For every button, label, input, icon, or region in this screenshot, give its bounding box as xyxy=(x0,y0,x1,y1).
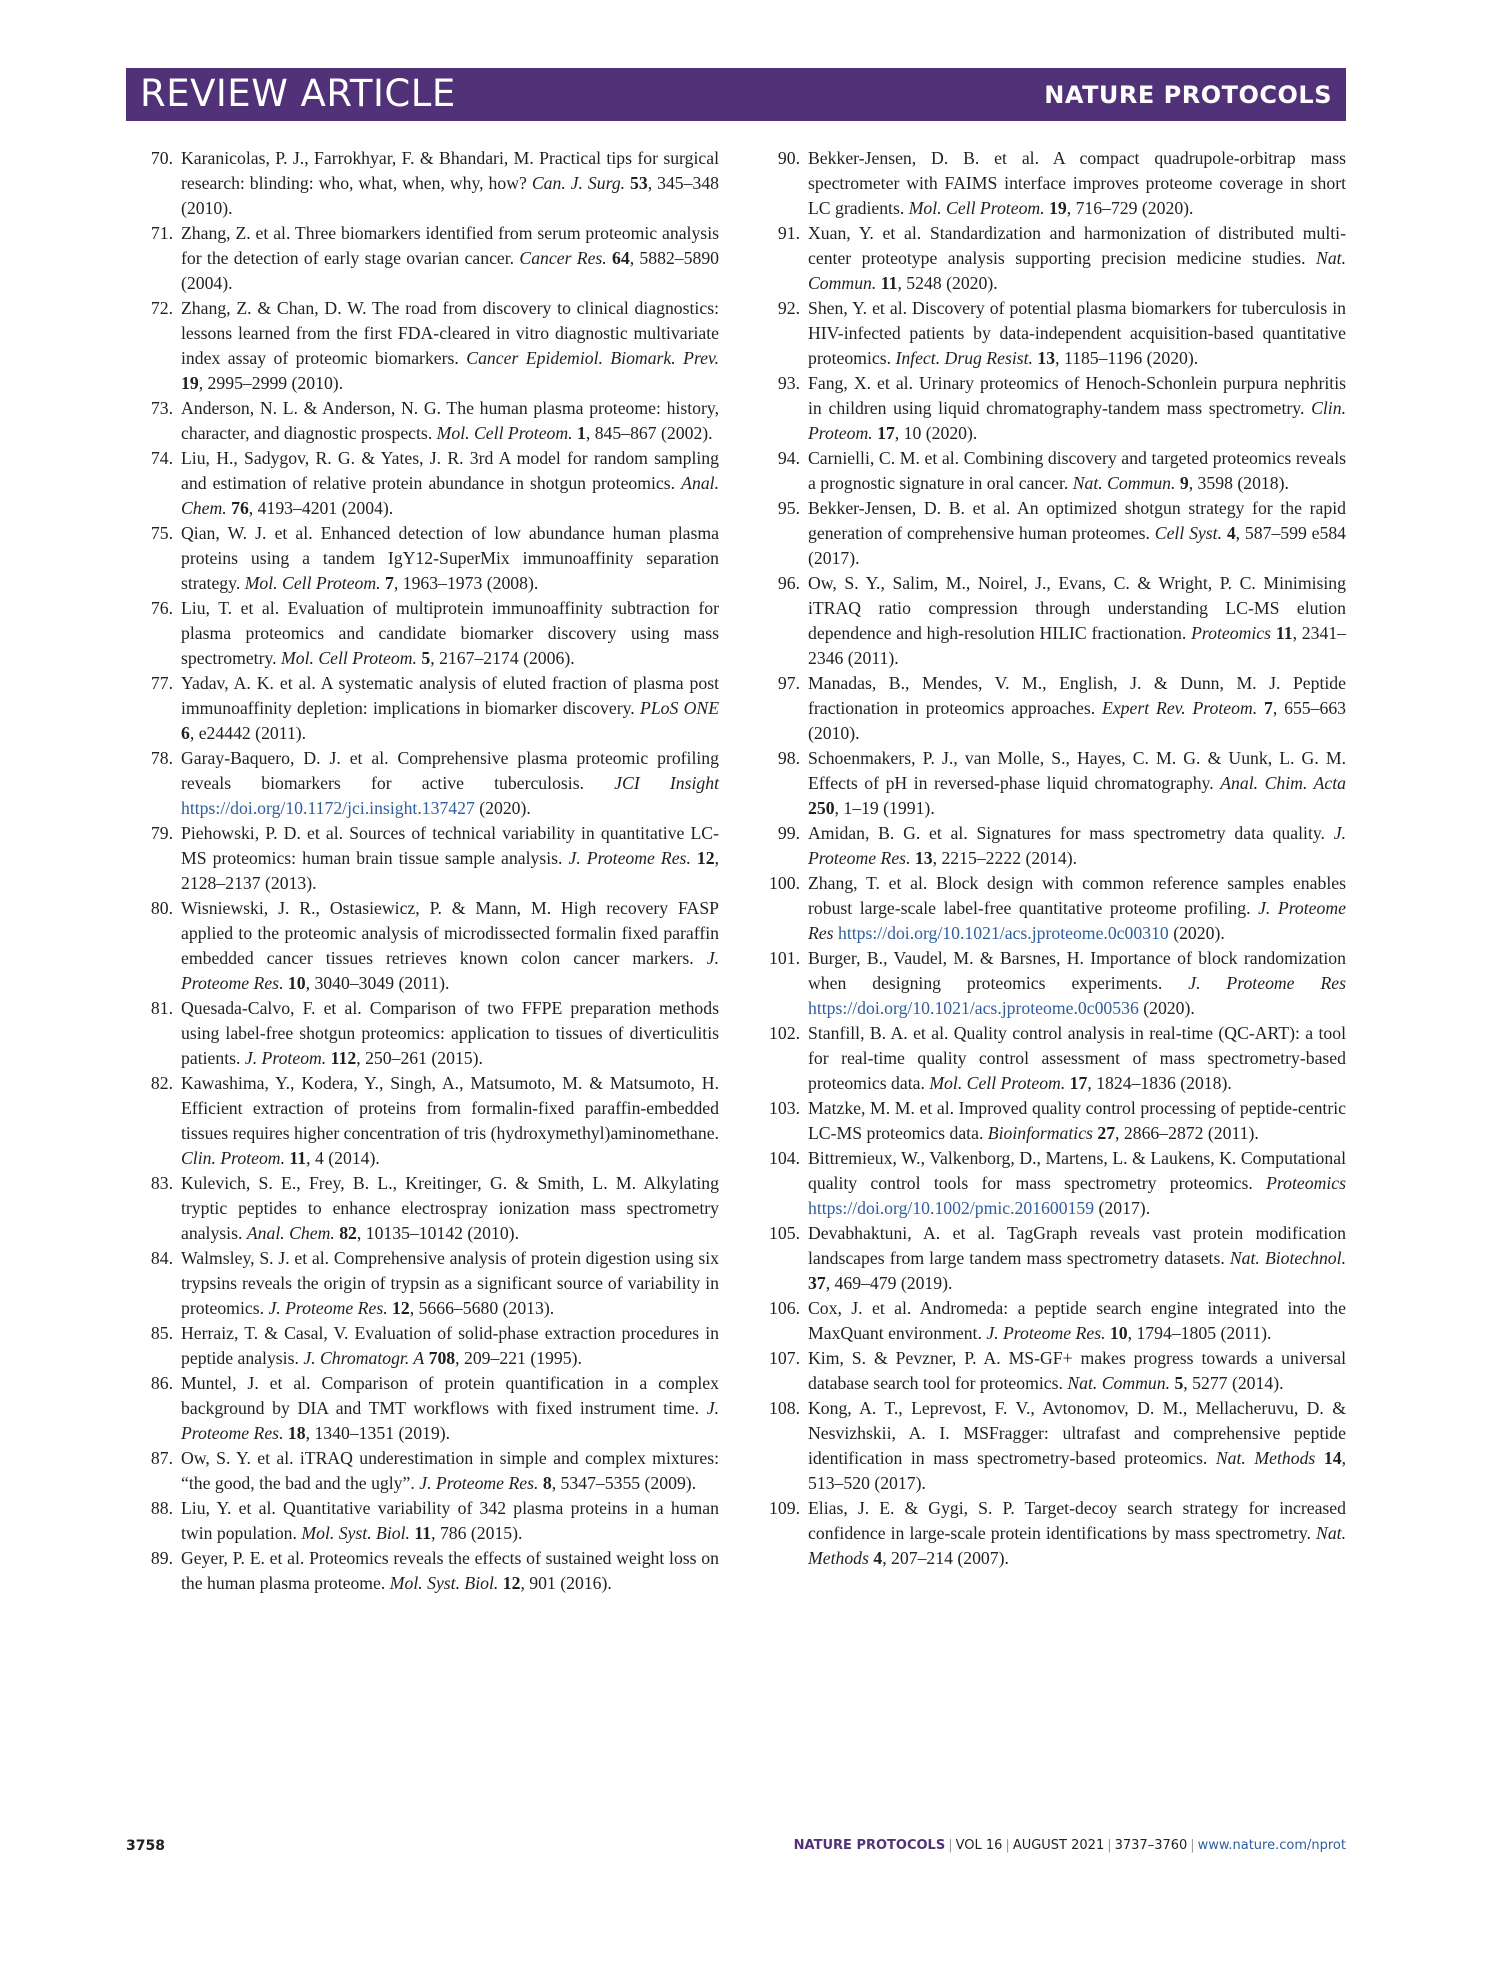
reference-number: 109. xyxy=(769,1498,800,1518)
reference-volume: 4 xyxy=(873,1548,883,1568)
reference-number: 91. xyxy=(777,223,800,243)
reference-journal: PLoS ONE xyxy=(640,698,719,718)
reference-tail: , 587–599 e584 (2017). xyxy=(808,523,1347,568)
reference-item xyxy=(760,1146,1346,1221)
reference-text: Herraiz, T. & Casal, V. Evaluation of solid-phase extraction procedures in peptide analysis. xyxy=(181,1323,719,1368)
reference-item xyxy=(133,1546,719,1596)
reference-text: Zhang, Z. et al. Three biomarkers identified from serum proteomic analysis for the detection of early stage ovarian cancer. xyxy=(181,223,719,268)
reference-number: 95. xyxy=(777,498,800,518)
reference-volume: 19 xyxy=(1049,198,1067,218)
reference-tail: , 4 (2014). xyxy=(306,1148,380,1168)
reference-text: Qian, W. J. et al. Enhanced detection of low abundance human plasma proteins using a tandem IgY12-SuperMix immunoaffinity separation strategy. xyxy=(181,523,719,593)
reference-number: 79. xyxy=(150,823,173,843)
reference-text: Stanfill, B. A. et al. Quality control analysis in real-time (QC-ART): a tool for real-time quality control assessment of mass spectrometry-based proteomics data. xyxy=(808,1023,1346,1093)
footer-volume: VOL 16 xyxy=(955,1838,1003,1853)
reference-volume: 12 xyxy=(392,1298,410,1318)
reference-text: Burger, B., Vaudel, M. & Barsnes, H. Importance of block randomization when designing proteomics experiments. xyxy=(808,948,1346,993)
reference-item xyxy=(133,521,719,596)
reference-volume: 112 xyxy=(330,1048,357,1068)
reference-volume: 12 xyxy=(502,1573,521,1593)
reference-journal: Mol. Cell Proteom. xyxy=(929,1073,1066,1093)
reference-number: 80. xyxy=(150,898,173,918)
reference-text: Liu, H., Sadygov, R. G. & Yates, J. R. 3rd A model for random sampling and estimation of relative protein abundance in shotgun proteomics. xyxy=(181,448,719,493)
reference-item xyxy=(760,496,1346,571)
reference-text: Walmsley, S. J. et al. Comprehensive analysis of protein digestion using six trypsins reveals the origin of trypsin as a significant source of variability in proteomics. xyxy=(181,1248,719,1318)
reference-number: 74. xyxy=(150,448,173,468)
reference-item xyxy=(133,996,719,1071)
reference-tail: , 3598 (2018). xyxy=(1188,473,1289,493)
reference-journal: Cancer Res. xyxy=(519,248,607,268)
reference-volume: 5 xyxy=(1174,1373,1184,1393)
reference-item xyxy=(760,446,1346,496)
reference-journal: Mol. Syst. Biol. xyxy=(389,1573,499,1593)
reference-text: Kong, A. T., Leprevost, F. V., Avtonomov, D. M., Mellacheruvu, D. & Nesvizhskii, A. I. MSFragger: ultrafast and comprehensive peptide identification in mass spectrometry-based proteomics. xyxy=(808,1398,1346,1468)
reference-journal: Cell Syst. xyxy=(1154,523,1222,543)
reference-volume: 76 xyxy=(231,498,249,518)
reference-number: 104. xyxy=(769,1148,800,1168)
reference-number: 82. xyxy=(150,1073,173,1093)
reference-item xyxy=(760,1221,1346,1296)
reference-journal: Anal. Chem. xyxy=(181,473,719,518)
reference-journal: Mol. Cell Proteom. xyxy=(908,198,1045,218)
reference-text: Kulevich, S. E., Frey, B. L., Kreitinger, G. & Smith, L. M. Alkylating tryptic peptides to enhance electrospray ionization mass spectrometry analysis. xyxy=(181,1173,719,1243)
reference-number: 89. xyxy=(150,1548,173,1568)
reference-text: Ow, S. Y. et al. iTRAQ underestimation in simple and complex mixtures: “the good, the bad and the ugly”. xyxy=(181,1448,719,1493)
reference-text: Liu, T. et al. Evaluation of multiprotein immunoaffinity subtraction for plasma proteomics and candidate biomarker discovery using mass spectrometry. xyxy=(181,598,719,668)
reference-item xyxy=(760,671,1346,746)
reference-item xyxy=(133,146,719,221)
reference-text: Yadav, A. K. et al. A systematic analysis of eluted fraction of plasma post immunoaffinity depletion: implications in biomarker discovery. xyxy=(181,673,719,718)
reference-volume: 11 xyxy=(1275,623,1293,643)
reference-journal: Infect. Drug Resist. xyxy=(895,348,1033,368)
reference-text: Zhang, T. et al. Block design with common reference samples enables robust large-scale label-free quantitative proteome profiling. xyxy=(808,873,1346,918)
reference-item xyxy=(760,1096,1346,1146)
reference-number: 108. xyxy=(769,1398,800,1418)
reference-journal: Cancer Epidemiol. Biomark. Prev. xyxy=(466,348,719,368)
reference-volume: 9 xyxy=(1179,473,1189,493)
reference-item xyxy=(133,1496,719,1546)
reference-journal: J. Chromatogr. A xyxy=(303,1348,425,1368)
reference-tail: , 469–479 (2019). xyxy=(825,1273,953,1293)
reference-item xyxy=(133,1321,719,1371)
reference-volume: 53 xyxy=(630,173,648,193)
reference-doi-link[interactable]: https://doi.org/10.1002/pmic.201600159 xyxy=(808,1198,1095,1218)
reference-number: 100. xyxy=(769,873,800,893)
reference-text: Kim, S. & Pevzner, P. A. MS-GF+ makes progress towards a universal database search tool for proteomics. xyxy=(808,1348,1346,1393)
reference-item xyxy=(760,1496,1346,1571)
reference-volume: 6 xyxy=(181,723,190,743)
reference-item xyxy=(133,396,719,446)
reference-tail: , 2341–2346 (2011). xyxy=(808,623,1347,668)
reference-journal: Bioinformatics xyxy=(987,1123,1093,1143)
reference-volume: 1 xyxy=(577,423,586,443)
reference-journal: J. Proteome Res. xyxy=(181,1398,719,1443)
reference-tail: , 1824–1836 (2018). xyxy=(1087,1073,1232,1093)
reference-item xyxy=(133,1171,719,1246)
reference-item xyxy=(133,446,719,521)
reference-tail: , 5347–5355 (2009). xyxy=(551,1473,697,1493)
reference-volume: 5 xyxy=(421,648,431,668)
reference-tail: , 4193–4201 (2004). xyxy=(248,498,394,518)
reference-journal: Nat. Methods xyxy=(808,1523,1346,1568)
reference-text: Matzke, M. M. et al. Improved quality control processing of peptide-centric LC-MS proteomics data. xyxy=(808,1098,1346,1143)
reference-journal: Nat. Biotechnol. xyxy=(1229,1248,1346,1268)
reference-journal: Nat. Commun. xyxy=(1067,1373,1171,1393)
reference-number: 83. xyxy=(150,1173,173,1193)
reference-item xyxy=(760,371,1346,446)
reference-text: Garay-Baquero, D. J. et al. Comprehensive plasma proteomic profiling reveals biomarkers for active tuberculosis. xyxy=(181,748,719,793)
reference-tail: , 5248 (2020). xyxy=(897,273,998,293)
reference-tail: , 250–261 (2015). xyxy=(356,1048,483,1068)
reference-journal: Mol. Cell Proteom. xyxy=(436,423,573,443)
reference-journal: Expert Rev. Proteom. xyxy=(1102,698,1258,718)
reference-number: 71. xyxy=(150,223,173,243)
reference-tail: , 716–729 (2020). xyxy=(1066,198,1194,218)
reference-doi-link[interactable]: https://doi.org/10.1021/acs.jproteome.0c00536 xyxy=(808,998,1139,1018)
reference-text: Bittremieux, W., Valkenborg, D., Martens, L. & Laukens, K. Computational quality control tools for mass spectrometry proteomics. xyxy=(808,1148,1346,1193)
reference-number: 103. xyxy=(769,1098,800,1118)
reference-item xyxy=(133,1246,719,1321)
page-header xyxy=(126,68,1346,121)
reference-tail: , 1–19 (1991). xyxy=(834,798,935,818)
reference-number: 86. xyxy=(150,1373,173,1393)
reference-volume: 250 xyxy=(808,798,835,818)
reference-volume: 11 xyxy=(414,1523,432,1543)
reference-volume: 18 xyxy=(287,1423,306,1443)
reference-text: Wisniewski, J. R., Ostasiewicz, P. & Mann, M. High recovery FASP applied to the proteomic analysis of microdissected formalin fixed paraffin embedded cancer tissues retrieves known colon cancer markers. xyxy=(181,898,719,968)
reference-text: Zhang, Z. & Chan, D. W. The road from discovery to clinical diagnostics: lessons learned from the first FDA-cleared in vitro diagnostic multivariate index assay of proteomic biomarkers. xyxy=(181,298,719,368)
reference-volume: 64 xyxy=(612,248,630,268)
references-right-column xyxy=(760,146,1346,1571)
reference-item xyxy=(760,1021,1346,1096)
reference-text: Ow, S. Y., Salim, M., Noirel, J., Evans, C. & Wright, P. C. Minimising iTRAQ ratio compression through understanding LC-MS elution dependence and high-resolution HILIC fractionation. xyxy=(808,573,1346,643)
reference-volume: 12 xyxy=(696,848,715,868)
reference-tail: , 2866–2872 (2011). xyxy=(1115,1123,1259,1143)
footer-pages: 3737–3760 xyxy=(1114,1838,1188,1853)
reference-number: 76. xyxy=(150,598,173,618)
reference-number: 92. xyxy=(777,298,800,318)
footer-journal: NATURE PROTOCOLS xyxy=(793,1838,946,1853)
reference-item xyxy=(133,821,719,896)
reference-number: 97. xyxy=(777,673,800,693)
reference-text: Liu, Y. et al. Quantitative variability of 342 plasma proteins in a human twin population. xyxy=(181,1498,719,1543)
reference-journal: Clin. Proteom. xyxy=(808,398,1346,443)
reference-volume: 11 xyxy=(289,1148,307,1168)
reference-journal: J. Proteom. xyxy=(244,1048,327,1068)
reference-volume: 10 xyxy=(1109,1323,1128,1343)
reference-number: 84. xyxy=(150,1248,173,1268)
reference-volume: 17 xyxy=(877,423,895,443)
reference-number: 107. xyxy=(769,1348,800,1368)
reference-doi-link[interactable]: https://doi.org/10.1021/acs.jproteome.0c00310 xyxy=(837,923,1169,943)
reference-text: Elias, J. E. & Gygi, S. P. Target-decoy search strategy for increased confidence in large-scale protein identifications by mass spectrometry. xyxy=(808,1498,1346,1543)
reference-number: 75. xyxy=(150,523,173,543)
reference-number: 96. xyxy=(777,573,800,593)
reference-tail: , 1794–1805 (2011). xyxy=(1127,1323,1272,1343)
reference-tail: , 5882–5890 (2004). xyxy=(181,248,720,293)
reference-tail: , 207–214 (2007). xyxy=(882,1548,1009,1568)
reference-volume: 708 xyxy=(428,1348,456,1368)
reference-volume: 13 xyxy=(1037,348,1056,368)
reference-journal: Proteomics xyxy=(1266,1173,1346,1193)
reference-text: Fang, X. et al. Urinary proteomics of Henoch-Schonlein purpura nephritis in children using liquid chromatography-tandem mass spectrometry. xyxy=(808,373,1346,418)
reference-text: Cox, J. et al. Andromeda: a peptide search engine integrated into the MaxQuant environment. xyxy=(808,1298,1346,1343)
reference-journal: Nat. Commun. xyxy=(1072,473,1176,493)
reference-volume: 37 xyxy=(808,1273,826,1293)
reference-tail: , 901 (2016). xyxy=(520,1573,612,1593)
reference-number: 101. xyxy=(769,948,800,968)
reference-text: Amidan, B. G. et al. Signatures for mass spectrometry data quality. xyxy=(808,823,1334,843)
footer-citation xyxy=(794,1838,1346,1853)
reference-journal: J. Proteome Res xyxy=(1188,973,1346,993)
reference-item xyxy=(760,221,1346,296)
reference-text: Muntel, J. et al. Comparison of protein quantification in a complex background by DIA and TMT workflows with fixed instrument time. xyxy=(181,1373,719,1418)
reference-volume: 8 xyxy=(542,1473,552,1493)
reference-journal: J. Proteome Res xyxy=(808,898,1346,943)
reference-number: 78. xyxy=(150,748,173,768)
reference-doi-link[interactable]: https://doi.org/10.1172/jci.insight.137427 xyxy=(181,798,475,818)
footer-date: AUGUST 2021 xyxy=(1012,1838,1105,1853)
reference-volume: 7 xyxy=(1264,698,1273,718)
reference-tail: , 2167–2174 (2006). xyxy=(430,648,575,668)
reference-journal: JCI Insight xyxy=(614,773,719,793)
reference-number: 73. xyxy=(150,398,173,418)
footer-separator: | xyxy=(1107,1838,1112,1853)
reference-volume: 19 xyxy=(181,373,199,393)
reference-tail: , 345–348 (2010). xyxy=(181,173,720,218)
reference-tail: , 2995–2999 (2010). xyxy=(198,373,344,393)
reference-tail: (2020). xyxy=(1168,923,1225,943)
reference-tail: , 10 (2020). xyxy=(894,423,978,443)
reference-tail: , 1185–1196 (2020). xyxy=(1055,348,1199,368)
reference-item xyxy=(760,1296,1346,1346)
reference-journal: Nat. Commun. xyxy=(808,248,1346,293)
reference-item xyxy=(133,296,719,396)
reference-number: 70. xyxy=(150,148,173,168)
reference-tail: , 1340–1351 (2019). xyxy=(305,1423,451,1443)
reference-journal: Proteomics xyxy=(1191,623,1272,643)
footer-url[interactable]: www.nature.com/nprot xyxy=(1197,1838,1346,1853)
reference-number: 99. xyxy=(777,823,800,843)
reference-text: Xuan, Y. et al. Standardization and harmonization of distributed multi-center proteotype analysis supporting precision medicine studies. xyxy=(808,223,1346,268)
reference-number: 77. xyxy=(150,673,173,693)
reference-volume: 82 xyxy=(339,1223,357,1243)
reference-number: 72. xyxy=(150,298,173,318)
reference-item xyxy=(760,146,1346,221)
reference-text: Karanicolas, P. J., Farrokhyar, F. & Bhandari, M. Practical tips for surgical research: blinding: who, what, when, why, how? xyxy=(181,148,719,193)
reference-journal: Mol. Syst. Biol. xyxy=(301,1523,410,1543)
reference-number: 85. xyxy=(150,1323,173,1343)
reference-tail: , 2128–2137 (2013). xyxy=(181,848,720,893)
reference-item xyxy=(760,871,1346,946)
reference-number: 94. xyxy=(777,448,800,468)
reference-journal: Can. J. Surg. xyxy=(531,173,626,193)
reference-item xyxy=(760,1396,1346,1496)
reference-tail: , e24442 (2011). xyxy=(189,723,307,743)
reference-item xyxy=(133,1371,719,1446)
reference-journal: Nat. Methods xyxy=(1215,1448,1316,1468)
reference-number: 87. xyxy=(150,1448,173,1468)
reference-text: Schoenmakers, P. J., van Molle, S., Hayes, C. M. G. & Uunk, L. G. M. Effects of pH in reversed-phase liquid chromatography. xyxy=(808,748,1346,793)
footer-separator: | xyxy=(948,1838,953,1853)
reference-text: Bekker-Jensen, D. B. et al. A compact quadrupole-orbitrap mass spectrometer with FAIMS interface improves proteome coverage in short LC gradients. xyxy=(808,148,1346,218)
reference-item xyxy=(133,896,719,996)
reference-tail: , 209–221 (1995). xyxy=(455,1348,582,1368)
journal-name: NATURE PROTOCOLS xyxy=(1044,81,1332,109)
reference-item xyxy=(133,1071,719,1171)
reference-tail: , 1963–1973 (2008). xyxy=(393,573,539,593)
reference-item xyxy=(760,821,1346,871)
reference-item xyxy=(133,1446,719,1496)
reference-tail: (2017). xyxy=(1094,1198,1151,1218)
reference-text: Bekker-Jensen, D. B. et al. An optimized shotgun strategy for the rapid generation of comprehensive human proteomes. xyxy=(808,498,1346,543)
reference-journal: J. Proteome Res. xyxy=(181,948,719,993)
reference-item xyxy=(760,946,1346,1021)
reference-journal: Clin. Proteom. xyxy=(181,1148,285,1168)
reference-volume: 13 xyxy=(914,848,933,868)
reference-number: 81. xyxy=(150,998,173,1018)
reference-item xyxy=(133,671,719,746)
reference-text: Manadas, B., Mendes, V. M., English, J. & Dunn, M. J. Peptide fractionation in proteomics approaches. xyxy=(808,673,1346,718)
reference-text: Devabhaktuni, A. et al. TagGraph reveals vast protein modification landscapes from large tandem mass spectrometry datasets. xyxy=(808,1223,1346,1268)
reference-tail: , 5666–5680 (2013). xyxy=(409,1298,555,1318)
reference-number: 106. xyxy=(769,1298,800,1318)
footer-separator: | xyxy=(1190,1838,1195,1853)
references-left-column xyxy=(133,146,719,1596)
reference-tail: (2020). xyxy=(474,798,531,818)
reference-text: Anderson, N. L. & Anderson, N. G. The human plasma proteome: history, character, and diagnostic prospects. xyxy=(181,398,719,443)
reference-tail: , 5277 (2014). xyxy=(1183,1373,1284,1393)
reference-item xyxy=(133,746,719,821)
reference-tail: (2020). xyxy=(1138,998,1195,1018)
reference-number: 90. xyxy=(777,148,800,168)
reference-volume: 14 xyxy=(1323,1448,1342,1468)
reference-tail: , 655–663 (2010). xyxy=(808,698,1347,743)
reference-journal: J. Proteome Res. xyxy=(568,848,691,868)
reference-volume: 10 xyxy=(287,973,306,993)
reference-journal: Anal. Chim. Acta xyxy=(1220,773,1346,793)
reference-volume: 7 xyxy=(385,573,394,593)
reference-tail: , 10135–10142 (2010). xyxy=(356,1223,519,1243)
reference-text: Kawashima, Y., Kodera, Y., Singh, A., Matsumoto, M. & Matsumoto, H. Efficient extraction of proteins from formalin-fixed paraffin-embedded tissues requires higher concentration of tris (hydroxymethyl)aminomethane. xyxy=(181,1073,719,1143)
reference-item xyxy=(760,1346,1346,1396)
reference-journal: Anal. Chem. xyxy=(246,1223,335,1243)
reference-item xyxy=(133,221,719,296)
reference-item xyxy=(133,596,719,671)
reference-tail: , 786 (2015). xyxy=(431,1523,523,1543)
reference-journal: Mol. Cell Proteom. xyxy=(281,648,417,668)
reference-tail: , 845–867 (2002). xyxy=(585,423,713,443)
section-label: REVIEW ARTICLE xyxy=(140,72,456,115)
reference-number: 88. xyxy=(150,1498,173,1518)
reference-text: Shen, Y. et al. Discovery of potential plasma biomarkers for tuberculosis in HIV-infected patients by data-independent acquisition-based quantitative proteomics. xyxy=(808,298,1346,368)
reference-item xyxy=(760,571,1346,671)
reference-journal: J. Proteome Res. xyxy=(419,1473,539,1493)
reference-number: 105. xyxy=(769,1223,800,1243)
reference-text: Geyer, P. E. et al. Proteomics reveals the effects of sustained weight loss on the human plasma proteome. xyxy=(181,1548,719,1593)
reference-item xyxy=(760,746,1346,821)
reference-tail: , 2215–2222 (2014). xyxy=(932,848,1078,868)
reference-volume: 4 xyxy=(1226,523,1236,543)
reference-volume: 27 xyxy=(1097,1123,1116,1143)
reference-number: 102. xyxy=(769,1023,800,1043)
reference-number: 98. xyxy=(777,748,800,768)
reference-tail: , 513–520 (2017). xyxy=(808,1448,1346,1493)
reference-volume: 17 xyxy=(1069,1073,1088,1093)
reference-text: Carnielli, C. M. et al. Combining discovery and targeted proteomics reveals a prognostic signature in oral cancer. xyxy=(808,448,1346,493)
reference-text: Quesada-Calvo, F. et al. Comparison of two FFPE preparation methods using label-free shotgun proteomics: application to tissues of diverticulitis patients. xyxy=(181,998,719,1068)
reference-text: Piehowski, P. D. et al. Sources of technical variability in quantitative LC-MS proteomics: human brain tissue sample analysis. xyxy=(181,823,719,868)
reference-volume: 11 xyxy=(880,273,898,293)
reference-journal: J. Proteome Res. xyxy=(986,1323,1106,1343)
reference-journal: J. Proteome Res. xyxy=(808,823,1346,868)
reference-journal: Mol. Cell Proteom. xyxy=(244,573,381,593)
reference-number: 93. xyxy=(777,373,800,393)
reference-item xyxy=(760,296,1346,371)
reference-tail: , 3040–3049 (2011). xyxy=(305,973,450,993)
reference-journal: J. Proteome Res. xyxy=(268,1298,388,1318)
page-number: 3758 xyxy=(126,1838,165,1854)
footer-separator: | xyxy=(1005,1838,1010,1853)
